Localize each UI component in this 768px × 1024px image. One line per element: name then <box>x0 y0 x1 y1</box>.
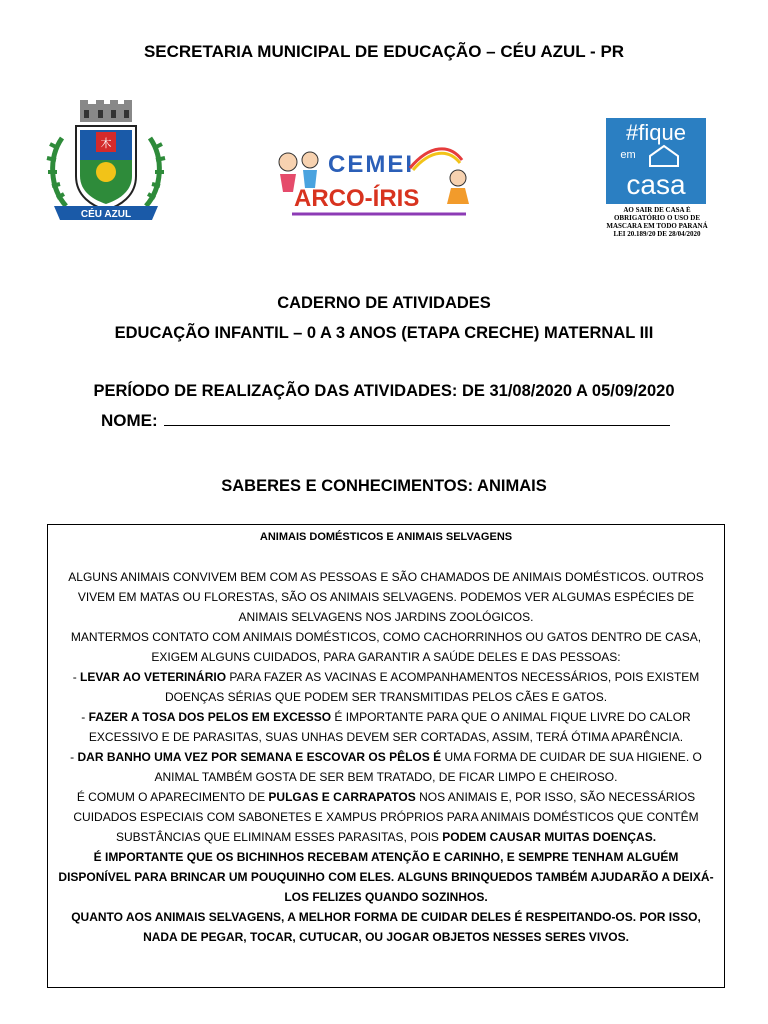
box-title: ANIMAIS DOMÉSTICOS E ANIMAIS SELVAGENS <box>259 531 513 543</box>
paragraph-pulgas: É COMUM O APARECIMENTO DE PULGAS E CARRAPATOS NOS ANIMAIS E, POR ISSO, SÃO NECESSÁRIOS CUIDADOS ESPECIAIS COM SABONETES E XAMPUS PRÓPRIOS PARA ANIMAIS DOMÉSTICOS QUE CONTÊM SUBSTÂNCIAS QUE ELIMINAM ESSES PARASITAS, POIS PODEM CAUSAR MUITAS DOENÇAS. <box>73 790 699 844</box>
svg-text:#fique: #fique <box>626 120 686 145</box>
mask-law-note: AO SAIR DE CASA É OBRIGATÓRIO O USO DE MASCARA EM TODO PARANÁ LEI 20.189/20 DE 28/04/2020 <box>606 206 708 238</box>
paragraph-selvagens: QUANTO AOS ANIMAIS SELVAGENS, A MELHOR FORMA DE CUIDAR DELES É RESPEITANDO-OS. POR ISSO, NADA DE PEGAR, TOCAR, CUTUCAR, OU JOGAR OBJETOS NESSES SERES VIVOS. <box>71 910 701 944</box>
nome-blank-line[interactable] <box>164 411 670 426</box>
svg-text:木: 木 <box>100 137 112 150</box>
periodo-line: PERÍODO DE REALIZAÇÃO DAS ATIVIDADES: DE 31/08/2020 A 05/09/2020 <box>93 382 675 400</box>
saberes-heading: SABERES E CONHECIMENTOS: ANIMAIS <box>221 477 547 495</box>
item-veterinario: - LEVAR AO VETERINÁRIO PARA FAZER AS VACINAS E ACOMPANHAMENTOS NECESSÁRIOS, POIS EXISTEM DOENÇAS SÉRIAS QUE PODEM SER TRANSMITIDAS PELOS CÃES E GATOS. <box>72 670 700 704</box>
logo-banner-text: CÉU AZUL <box>80 209 132 220</box>
item-tosa: - FAZER A TOSA DOS PELOS EM EXCESSO É IMPORTANTE PARA QUE O ANIMAL FIQUE LIVRE DO CALOR EXCESSIVO E DE PARASITAS, SUAS UNHAS DEVEM SER CORTADAS, ASSIM, TERÁ ÓTIMA APARÊNCIA. <box>81 710 691 744</box>
paragraph-intro: ALGUNS ANIMAIS CONVIVEM BEM COM AS PESSOAS E SÃO CHAMADOS DE ANIMAIS DOMÉSTICOS. OUTROS VIVEM EM MATAS OU FLORESTAS, SÃO OS ANIMAIS SELVAGENS. PODEMOS VER ALGUMAS ESPÉCIES DE ANIMAIS SELVAGENS NOS JARDINS ZOOLÓGICOS. <box>68 570 704 624</box>
fique-em-casa-logo <box>606 118 708 248</box>
paragraph-atencao: É IMPORTANTE QUE OS BICHINHOS RECEBAM ATENÇÃO E CARINHO, E SEMPRE TENHAM ALGUÉM DISPONÍVEL PARA BRINCAR UM POUQUINHO COM ELES. ALGUNS BRINQUEDOS TAMBÉM AJUDARÃO A DEIXÁ-LOS FELIZES QUANDO SOZINHOS. <box>58 850 714 904</box>
cemei-arco-iris-logo <box>270 140 480 220</box>
nome-field[interactable] <box>101 411 670 431</box>
item-banho: - DAR BANHO UMA VEZ POR SEMANA E ESCOVAR OS PÊLOS É UMA FORMA DE CUIDAR DE SUA HIGIENE. O ANIMAL TAMBÉM GOSTA DE SER BEM TRATADO, DE FICAR LIMPO E CHEIROSO. <box>70 750 702 784</box>
paragraph-cuidados: MANTERMOS CONTATO COM ANIMAIS DOMÉSTICOS, COMO CACHORRINHOS OU GATOS DENTRO DE CASA, EXIGEM ALGUNS CUIDADOS, PARA GARANTIR A SAÚDE DELES E DAS PESSOAS: <box>70 630 702 664</box>
svg-text:em: em <box>620 149 636 161</box>
educacao-subtitle: EDUCAÇÃO INFANTIL – 0 A 3 ANOS (ETAPA CRECHE) MATERNAL III <box>114 324 654 342</box>
nome-label: NOME: <box>101 411 158 430</box>
svg-text:CEMEI: CEMEI <box>328 151 415 178</box>
content-box <box>47 524 725 988</box>
ceu-azul-coat-of-arms-logo <box>44 98 168 230</box>
svg-text:casa: casa <box>626 169 686 200</box>
caderno-title: CADERNO DE ATIVIDADES <box>277 294 491 312</box>
svg-text:ARCO-ÍRIS: ARCO-ÍRIS <box>294 185 420 212</box>
page-header: SECRETARIA MUNICIPAL DE EDUCAÇÃO – CÉU AZUL - PR <box>143 42 625 61</box>
